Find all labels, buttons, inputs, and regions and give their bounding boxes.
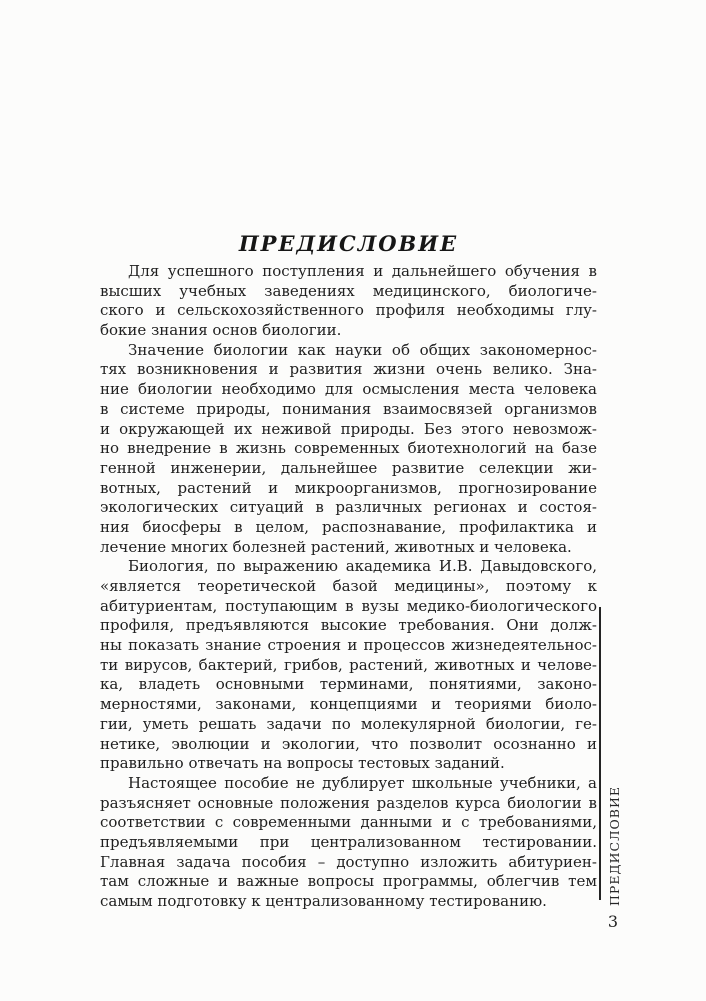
text-line: правильно отвечать на вопросы тестовых заданий.	[100, 754, 505, 773]
text-line: и окружающей их неживой природы. Без этого невозмож-	[100, 419, 597, 438]
text-line: ка, владеть основными терминами, понятиями, законо-	[100, 675, 597, 694]
chapter-margin-label-text: ПРЕДИСЛОВИЕ	[606, 785, 622, 906]
chapter-margin-label	[603, 785, 625, 906]
text-line: абитуриентам, поступающим в вузы медико-биологического	[100, 596, 597, 615]
text-line: ны показать знание строения и процессов жизнедеятельнос-	[100, 636, 597, 655]
paragraph	[100, 557, 597, 774]
text-line: вотных, растений и микроорганизмов, прогнозирование	[100, 478, 597, 497]
text-line: мерностями, законами, концепциями и теориями биоло-	[100, 695, 597, 714]
text-line: экологических ситуаций в различных регионах и состоя-	[100, 498, 597, 517]
text-line: там сложные и важные вопросы программы, облегчив тем	[100, 872, 597, 891]
paragraph	[100, 262, 597, 341]
text-line: «является теоретической базой медицины», поэтому к	[100, 577, 597, 595]
text-line: в системе природы, понимания взаимосвязей организмов	[100, 399, 597, 418]
text-line: Главная задача пособия – доступно изложить абитуриен-	[100, 852, 597, 871]
text-line: лечение многих болезней растений, животных и человека.	[100, 537, 572, 556]
text-line: соответствии с современными данными и с требованиями,	[100, 813, 597, 832]
body-text	[100, 262, 597, 912]
text-line: высших учебных заведениях медицинского, биологиче-	[100, 281, 597, 300]
text-line: профиля, предъявляются высокие требования. Они долж-	[100, 616, 597, 635]
page-number: 3	[607, 912, 619, 931]
text-line: ния биосферы в целом, распознавание, профилактика и	[100, 517, 597, 536]
paragraph	[100, 774, 597, 912]
paragraph	[100, 341, 597, 558]
text-line: нетике, эволюции и экологии, что позволит осознанно и	[100, 734, 597, 753]
text-line: тях возникновения и развития жизни очень велико. Зна-	[100, 360, 597, 379]
text-line: ти вирусов, бактерий, грибов, растений, животных и челове-	[100, 655, 597, 674]
text-line: ние биологии необходимо для осмысления места человека	[100, 380, 597, 399]
text-line: бокие знания основ биологии.	[100, 321, 342, 340]
text-line: самым подготовку к централизованному тестированию.	[100, 892, 547, 910]
text-line: предъявляемыми при централизованном тестировании.	[100, 832, 597, 851]
margin-rule	[599, 607, 601, 900]
text-line: генной инженерии, дальнейшее развитие селекции жи-	[100, 458, 597, 477]
text-line: но внедрение в жизнь современных биотехнологий на базе	[100, 439, 597, 458]
text-line: Биология, по выражению академика И.В. Давыдовского,	[128, 557, 597, 576]
page-title: ПРЕДИСЛОВИЕ	[238, 231, 459, 256]
text-line: Для успешного поступления и дальнейшего обучения в	[128, 262, 597, 280]
text-line: Значение биологии как науки об общих закономернос-	[128, 340, 597, 359]
text-line: разъясняет основные положения разделов курса биологии в	[100, 793, 597, 812]
text-line: ского и сельскохозяйственного профиля необходимы глу-	[100, 301, 597, 320]
text-line: Настоящее пособие не дублирует школьные учебники, а	[128, 773, 597, 792]
text-line: гии, уметь решать задачи по молекулярной биологии, ге-	[100, 714, 597, 733]
